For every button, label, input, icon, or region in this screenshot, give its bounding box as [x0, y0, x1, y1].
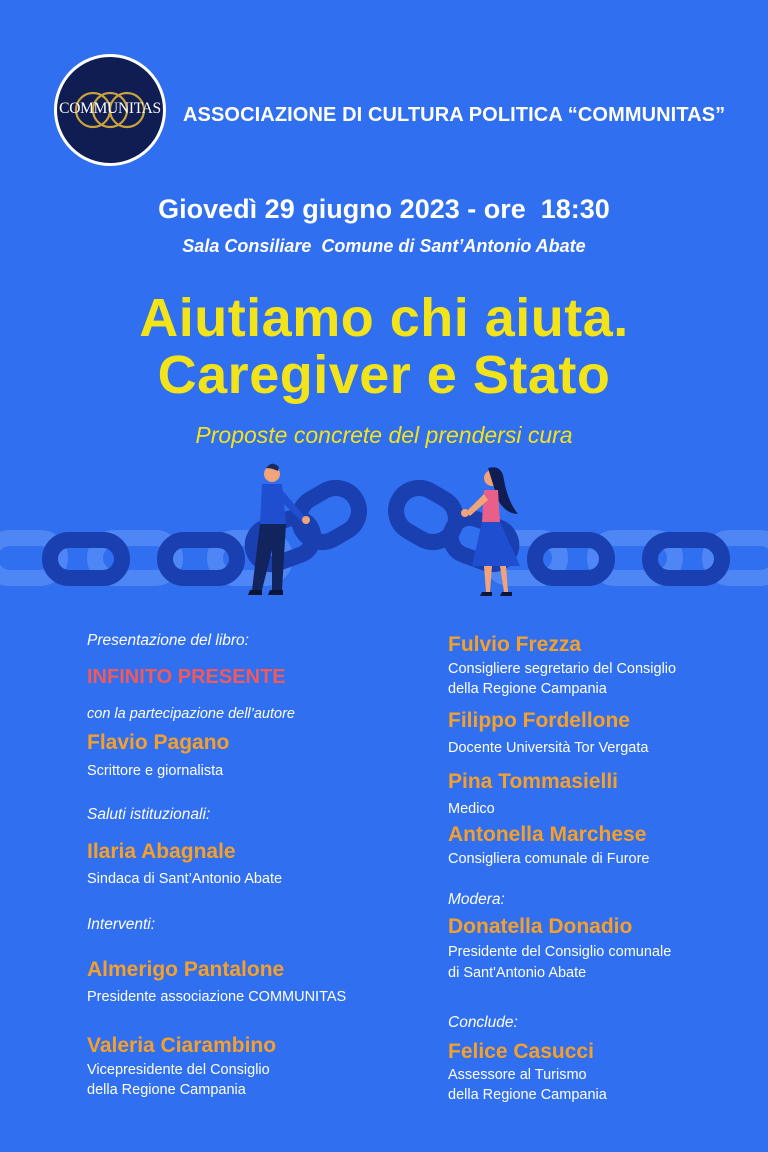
chain-illustration — [0, 460, 768, 610]
event-title-line1: Aiutiamo chi aiuta. — [139, 288, 629, 348]
speaker6-role: Consigliera comunale di Furore — [448, 851, 650, 867]
speaker4-role: Docente Università Tor Vergata — [448, 740, 649, 756]
book-title: INFINITO PRESENTE — [87, 666, 286, 688]
communitas-logo — [54, 54, 166, 166]
author-name: Flavio Pagano — [87, 731, 230, 754]
speeches-label: Interventi: — [87, 916, 156, 933]
greetings-label: Saluti istituzionali: — [87, 806, 211, 823]
conclusion-name: Felice Casucci — [448, 1040, 594, 1063]
speaker2-role-line2: della Regione Campania — [87, 1082, 246, 1098]
event-date-time: Giovedì 29 giugno 2023 - ore 18:30 — [158, 194, 610, 224]
speaker2-name: Valeria Ciarambino — [87, 1034, 277, 1057]
moderator-role-line2: di Sant'Antonio Abate — [448, 965, 587, 981]
conclusion-role-line1: Assessore al Turismo — [448, 1067, 587, 1083]
speaker1-name: Almerigo Pantalone — [87, 958, 285, 981]
broken-chain-icon — [0, 480, 768, 578]
greetings-name: Ilaria Abagnale — [87, 840, 236, 863]
speaker5-role: Medico — [448, 801, 495, 817]
event-venue: Sala Consiliare Comune di Sant’Antonio Abate — [182, 236, 586, 256]
speaker5-name: Pina Tommasielli — [448, 770, 618, 793]
author-intro: con la partecipazione dell’autore — [87, 706, 295, 722]
greetings-role: Sindaca di Sant’Antonio Abate — [87, 871, 283, 887]
event-title-line2: Caregiver e Stato — [157, 345, 611, 405]
organization-name: ASSOCIAZIONE DI CULTURA POLITICA “COMMUNITAS” — [183, 104, 726, 126]
event-subtitle: Proposte concrete del prendersi cura — [195, 422, 573, 448]
speaker4-name: Filippo Fordellone — [448, 709, 630, 732]
author-role: Scrittore e giornalista — [87, 763, 224, 779]
speaker3-role-line1: Consigliere segretario del Consiglio — [448, 661, 677, 677]
speaker6-name: Antonella Marchese — [448, 823, 647, 846]
speaker3-role-line2: della Regione Campania — [448, 681, 607, 697]
conclusion-role-line2: della Regione Campania — [448, 1087, 607, 1103]
moderator-role-line1: Presidente del Consiglio comunale — [448, 944, 672, 960]
conclusion-label: Conclude: — [448, 1014, 518, 1031]
moderator-label: Modera: — [448, 891, 505, 908]
speaker3-name: Fulvio Frezza — [448, 633, 582, 656]
speaker2-role-line1: Vicepresidente del Consiglio — [87, 1062, 270, 1078]
speaker1-role: Presidente associazione COMMUNITAS — [87, 989, 347, 1005]
moderator-name: Donatella Donadio — [448, 915, 633, 938]
logo-text: COMMUNITAS — [59, 100, 161, 117]
presentation-label: Presentazione del libro: — [87, 632, 249, 649]
